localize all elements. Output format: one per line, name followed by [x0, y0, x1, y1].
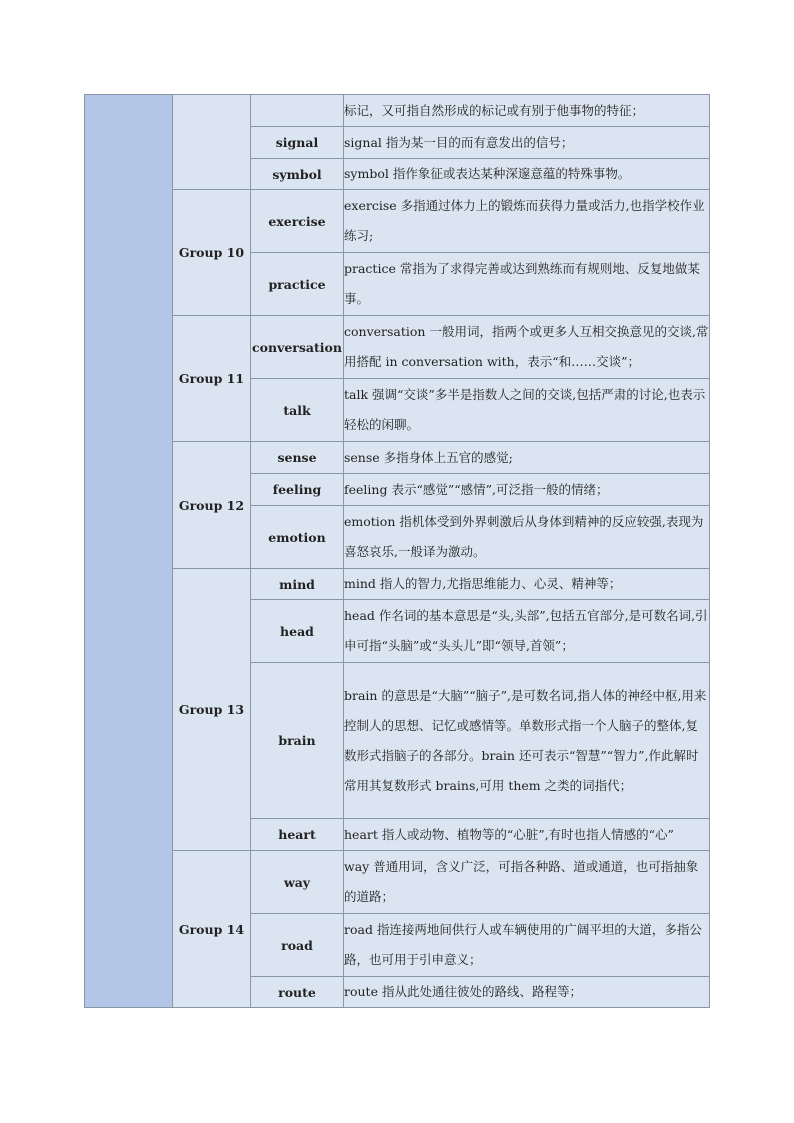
- word-cell: road: [251, 914, 344, 977]
- word-cell: exercise: [251, 190, 344, 253]
- table-row: [85, 569, 710, 600]
- word-cell: practice: [251, 253, 344, 316]
- word-cell: conversation: [251, 316, 344, 379]
- word-cell: route: [251, 977, 344, 1008]
- word-cell: brain: [251, 663, 344, 819]
- word-cell: sense: [251, 442, 344, 474]
- definition-cell: way 普通用词，含义广泛，可指各种路、道或通道，也可指抽象的道路；: [344, 851, 710, 914]
- word-cell: talk: [251, 379, 344, 442]
- definition-cell: talk 强调“交谈”多半是指数人之间的交谈,包括严肃的讨论,也表示轻松的闲聊。: [344, 379, 710, 442]
- definition-cell: exercise 多指通过体力上的锻炼而获得力量或活力,也指学校作业练习;: [344, 190, 710, 253]
- group-label: Group 10: [173, 190, 251, 316]
- table-row: [85, 851, 710, 914]
- group-label: Group 11: [173, 316, 251, 442]
- group-label: Group 13: [173, 569, 251, 851]
- word-cell: symbol: [251, 159, 344, 190]
- definition-cell: route 指从此处通往彼处的路线、路程等；: [344, 977, 710, 1008]
- definition-cell: road 指连接两地间供行人或车辆使用的广阔平坦的大道，多指公路，也可用于引申意义；: [344, 914, 710, 977]
- definition-cell: signal 指为某一目的而有意发出的信号；: [344, 127, 710, 159]
- definition-cell: head 作名词的基本意思是“头,头部”,包括五官部分,是可数名词,引申可指“头脑”或“头头儿”即“领导,首领”；: [344, 600, 710, 663]
- group-label: [173, 95, 251, 190]
- definition-cell: emotion 指机体受到外界刺激后从身体到精神的反应较强,表现为喜怒哀乐,一般译为激动。: [344, 506, 710, 569]
- definition-cell: conversation 一般用词，指两个或更多人互相交换意见的交谈,常用搭配 in conversation with，表示“和……交谈”；: [344, 316, 710, 379]
- group-label: Group 14: [173, 851, 251, 1008]
- word-cell: way: [251, 851, 344, 914]
- definition-cell: mind 指人的智力,尤指思维能力、心灵、精神等；: [344, 569, 710, 600]
- table-row: [85, 95, 710, 127]
- definition-cell: 标记，又可指自然形成的标记或有别于他事物的特征；: [344, 95, 710, 127]
- word-cell: heart: [251, 819, 344, 851]
- group-label: Group 12: [173, 442, 251, 569]
- word-cell: signal: [251, 127, 344, 159]
- word-cell: feeling: [251, 474, 344, 506]
- table-row: [85, 442, 710, 474]
- side-band: [85, 95, 173, 1008]
- definition-cell: feeling 表示“感觉”“感情”,可泛指一般的情绪；: [344, 474, 710, 506]
- definition-cell: sense 多指身体上五官的感觉;: [344, 442, 710, 474]
- table-row: [85, 316, 710, 379]
- definition-cell: heart 指人或动物、植物等的“心脏”,有时也指人情感的“心”: [344, 819, 710, 851]
- definition-cell: symbol 指作象征或表达某种深邃意蕴的特殊事物。: [344, 159, 710, 190]
- definition-cell: practice 常指为了求得完善或达到熟练而有规则地、反复地做某事。: [344, 253, 710, 316]
- table-row: [85, 190, 710, 253]
- word-cell: [251, 95, 344, 127]
- word-cell: head: [251, 600, 344, 663]
- word-cell: mind: [251, 569, 344, 600]
- vocabulary-table: [84, 94, 710, 1008]
- definition-cell: brain 的意思是“大脑”“脑子”,是可数名词,指人体的神经中枢,用来控制人的思想、记忆或感情等。单数形式指一个人脑子的整体,复数形式指脑子的各部分。brain 还可表示“智慧”“智力”,作此解时常用其复数形式 brains,可用 them 之类的词指代；: [344, 663, 710, 819]
- word-cell: emotion: [251, 506, 344, 569]
